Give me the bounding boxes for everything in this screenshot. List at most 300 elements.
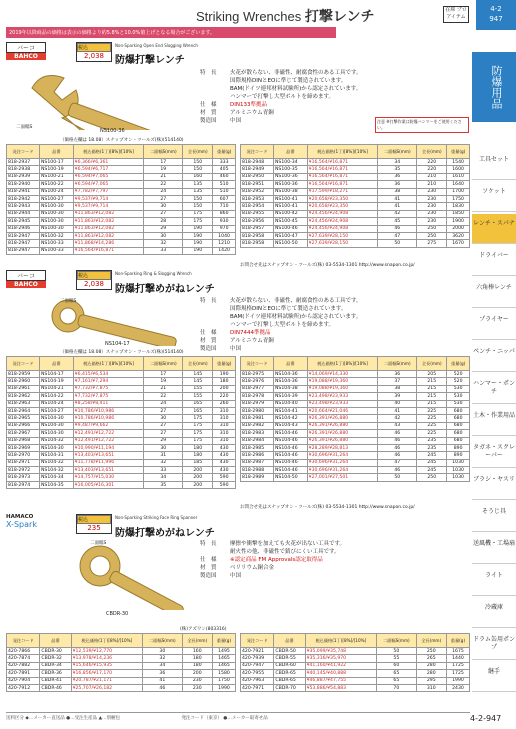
weight-cell: 180 — [213, 378, 236, 385]
s2-price-label: 税込 — [77, 271, 111, 280]
size-cell: 29 — [144, 225, 183, 232]
sidebar-item[interactable]: タガネ・スクレーパー — [472, 438, 516, 468]
weight-cell: 530 — [447, 393, 470, 400]
order-code-cell[interactable]: 818-2947 — [7, 232, 40, 239]
length-cell: 145 — [183, 378, 213, 385]
weight-cell: 680 — [447, 415, 470, 422]
s2-price-box — [76, 270, 112, 290]
order-code-cell[interactable]: 818-2957 — [241, 225, 274, 232]
table-row — [241, 655, 470, 662]
order-code-cell[interactable]: 818-2949 — [241, 166, 274, 173]
column-header: 品番 — [40, 634, 71, 648]
order-code-cell[interactable]: 818-2954 — [241, 203, 274, 210]
table-header-row — [7, 357, 236, 371]
size-cell: 46 — [378, 225, 417, 232]
order-code-cell[interactable]: 818-2938 — [7, 166, 40, 173]
size-cell: 65 — [377, 670, 416, 677]
order-code-cell[interactable]: 420-7921 — [241, 648, 274, 655]
length-cell: 190 — [183, 232, 213, 239]
sidebar-item[interactable]: ペンチ・ニッパ — [472, 342, 516, 372]
table-row — [7, 173, 236, 180]
order-code-cell[interactable]: 818-2983 — [241, 430, 274, 437]
sidebar-item[interactable]: 六角棒レンチ — [472, 278, 516, 308]
length-cell: 185 — [183, 459, 213, 466]
price-cell: ¥27,001/¥27,501 — [307, 474, 378, 481]
column-header: 重量(g) — [212, 634, 235, 648]
part-number-cell: CBDR-34 — [40, 662, 71, 669]
length-cell: 180 — [182, 655, 212, 662]
order-code-cell[interactable]: 818-2975 — [241, 371, 274, 378]
s1-feature: ハンマーで打撃し大型ボルトを締めます。 — [230, 94, 335, 100]
order-code-cell[interactable]: 818-2974 — [7, 481, 40, 488]
size-cell: 70 — [377, 684, 416, 691]
table-row — [7, 655, 236, 662]
column-header: 全長(mm) — [417, 145, 447, 159]
order-code-cell[interactable]: 818-2940 — [7, 181, 40, 188]
size-cell: 32 — [144, 459, 183, 466]
size-cell: 65 — [377, 677, 416, 684]
part-number-cell: NS104-46 — [274, 459, 308, 466]
order-code-cell[interactable]: 420-7971 — [241, 684, 274, 691]
price-cell: ¥19,088/¥19,360 — [307, 385, 378, 392]
column-header: 品番 — [40, 145, 74, 159]
order-code-cell[interactable]: 818-2978 — [241, 393, 274, 400]
length-cell: 225 — [417, 415, 447, 422]
size-cell: 42 — [378, 415, 417, 422]
price-cell: ¥23,498/¥23,933 — [307, 400, 378, 407]
s1-price: 2,038 — [83, 52, 105, 60]
page-number-sub: 947 — [489, 15, 503, 23]
s1-subtitle: Non-Sparking Open End Slogging Wrench — [115, 43, 198, 48]
length-cell: 230 — [417, 210, 447, 217]
order-code-cell[interactable]: 818-2962 — [7, 393, 40, 400]
price-cell: ¥27,639/¥28,150 — [307, 240, 378, 247]
size-cell: 46 — [378, 452, 417, 459]
order-code-cell[interactable]: 818-2943 — [7, 203, 40, 210]
weight-cell: 310 — [213, 437, 236, 444]
part-number-cell: NS104-22 — [40, 393, 74, 400]
size-cell: 47 — [378, 459, 417, 466]
part-number-cell: NS104-36 — [274, 371, 308, 378]
sidebar-item[interactable]: 土木・作業用品 — [472, 406, 516, 436]
sidebar-item[interactable]: プライヤー — [472, 310, 516, 340]
table-row — [7, 452, 236, 459]
sidebar-item[interactable]: そうじ具 — [472, 502, 516, 532]
length-cell: 250 — [416, 648, 446, 655]
s3-spec-material: ベリリウム銅合金 — [230, 565, 274, 571]
part-number-cell: NS100-27 — [40, 195, 74, 202]
order-code-cell[interactable]: 818-2980 — [241, 407, 274, 414]
table-row — [7, 430, 236, 437]
weight-cell: 200 — [213, 385, 236, 392]
size-cell: 35 — [144, 481, 183, 488]
sidebar-item[interactable]: 工具セット — [472, 150, 516, 180]
page-title — [196, 6, 375, 26]
length-cell: 175 — [183, 210, 213, 217]
order-code-cell[interactable]: 818-2956 — [241, 218, 274, 225]
length-cell: 235 — [417, 437, 447, 444]
sidebar-item[interactable]: ソケット — [472, 182, 516, 212]
weight-cell: 1675 — [446, 648, 469, 655]
price-cell: ¥12,491/¥12,722 — [73, 430, 144, 437]
s2-feature: 火花が散らない、非磁性、耐腐食性のある工具です。 — [230, 298, 362, 304]
part-number-cell: NS104-46 — [274, 467, 308, 474]
length-cell: 200 — [183, 481, 213, 488]
column-header: 重量(g) — [447, 145, 470, 159]
length-cell: 155 — [183, 393, 213, 400]
page-number-top: 4-2 — [490, 5, 502, 13]
title-jp: 打撃レンチ — [304, 8, 375, 24]
column-header: 二面幅S(mm) — [378, 357, 417, 371]
price-cell: ¥13,978/¥14,236 — [71, 655, 143, 662]
order-code-cell[interactable]: 818-2987 — [241, 459, 274, 466]
order-code-cell[interactable]: 818-2984 — [241, 437, 274, 444]
part-number-cell: NS100-30 — [40, 203, 74, 210]
table-row — [7, 385, 236, 392]
column-header: 全長(mm) — [416, 634, 446, 648]
size-cell: 36 — [378, 181, 417, 188]
order-code-cell[interactable]: 818-2976 — [241, 378, 274, 385]
s3-wrench-image — [70, 540, 200, 610]
order-code-cell[interactable]: 818-2937 — [7, 159, 40, 166]
order-code-cell[interactable]: 818-2967 — [7, 430, 40, 437]
order-code-cell[interactable]: 818-2963 — [7, 400, 40, 407]
length-cell: 190 — [183, 247, 213, 254]
order-code-cell[interactable]: 818-2950 — [241, 173, 274, 180]
column-header: 税込価格(1丁)[8%]/[10%] — [307, 145, 378, 159]
order-code-cell[interactable]: 818-2977 — [241, 385, 274, 392]
title-en: Striking Wrenches — [196, 9, 302, 24]
price-cell: ¥11,868/¥14,286 — [73, 240, 144, 247]
price-cell: ¥30,696/¥31,264 — [307, 467, 378, 474]
length-cell: 145 — [183, 371, 213, 378]
s2-spec-standard: DIN7444準拠品 — [230, 330, 271, 336]
order-code-cell[interactable]: 818-2970 — [7, 452, 40, 459]
weight-cell: 1210 — [213, 240, 236, 247]
length-cell: 135 — [183, 188, 213, 195]
sidebar-item[interactable]: 冷蔵庫 — [472, 598, 516, 628]
size-cell: 46 — [378, 467, 417, 474]
order-code-cell[interactable]: 818-2989 — [241, 474, 274, 481]
table-row — [7, 481, 236, 488]
s2-brand-name: バーコ — [6, 270, 46, 281]
length-cell: 210 — [417, 173, 447, 180]
s3-feature: 摩擦や衝撃を加えても火花が出ない工具です。 — [230, 541, 346, 547]
table-row — [7, 225, 236, 232]
weight-cell: 1580 — [212, 670, 235, 677]
part-number-cell: NS104-30 — [40, 430, 74, 437]
weight-cell: 310 — [213, 407, 236, 414]
order-code-cell[interactable]: 420-7947 — [241, 662, 274, 669]
order-code-cell[interactable]: 818-2961 — [7, 385, 40, 392]
table-row — [241, 684, 470, 691]
part-number-cell: NS100-19 — [40, 166, 74, 173]
order-code-cell[interactable]: 420-7939 — [241, 655, 274, 662]
order-code-cell[interactable]: 420-7882 — [7, 662, 40, 669]
order-code-cell[interactable]: 818-2959 — [7, 371, 40, 378]
order-code-cell[interactable]: 818-2948 — [241, 159, 274, 166]
order-code-cell[interactable]: 818-2945 — [7, 218, 40, 225]
price-cell: ¥53,886/¥54,883 — [305, 684, 377, 691]
column-header: 全長(mm) — [183, 357, 213, 371]
column-header: 税込価格(1丁)[8%]/[10%] — [307, 357, 378, 371]
s3-subtitle: Non-Sparking Striking Face Ring Spanner — [115, 515, 198, 520]
order-code-cell[interactable]: 818-2986 — [241, 452, 274, 459]
order-code-cell[interactable]: 818-2964 — [7, 407, 40, 414]
column-header: 品番 — [274, 634, 305, 648]
price-cell: ¥41,160/¥41,922 — [305, 662, 377, 669]
price-cell: ¥11,778/¥11,996 — [73, 459, 144, 466]
price-cell: ¥15,646/¥15,935 — [71, 662, 143, 669]
s2-feature: ハンマーで打撃し大型ボルトを締めます。 — [230, 322, 335, 328]
length-cell: 235 — [417, 444, 447, 451]
length-cell: 230 — [417, 195, 447, 202]
length-cell: 215 — [417, 385, 447, 392]
size-cell: 21 — [144, 385, 183, 392]
sidebar-item[interactable]: ハンマー・ポンチ — [472, 374, 516, 404]
order-code-cell[interactable]: 818-2985 — [241, 444, 274, 451]
weight-cell: 860 — [213, 210, 236, 217]
table-row — [241, 218, 470, 225]
price-cell: ¥24,456/¥24,908 — [307, 225, 378, 232]
order-code-cell[interactable]: 818-2958 — [241, 232, 274, 239]
order-code-cell[interactable]: 818-2969 — [7, 444, 40, 451]
size-cell: 39 — [378, 393, 417, 400]
part-number-cell: NS100-33 — [40, 240, 74, 247]
s3-part-label: CBDR-30 — [106, 611, 129, 617]
order-code-cell[interactable]: 818-2941 — [7, 188, 40, 195]
s2-feature: BAM(ドイツ連邦材料試験所)から認定されています。 — [230, 314, 362, 320]
weight-cell: 1990 — [446, 677, 469, 684]
size-cell: 36 — [378, 173, 417, 180]
s3-brand-name: HAMACO — [6, 514, 34, 520]
length-cell: 150 — [183, 195, 213, 202]
order-code-cell[interactable]: 420-7963 — [241, 677, 274, 684]
order-code-cell[interactable]: 818-2955 — [241, 210, 274, 217]
table-row — [7, 240, 236, 247]
footer — [6, 712, 470, 721]
s2-spec-material: アルミニウム青銅 — [230, 338, 274, 344]
weight-cell: 530 — [447, 385, 470, 392]
table-header-row — [7, 634, 236, 648]
table-row — [7, 400, 236, 407]
length-cell: 250 — [417, 474, 447, 481]
column-header: 全長(mm) — [183, 145, 213, 159]
table-row — [241, 188, 470, 195]
length-cell: 230 — [417, 218, 447, 225]
price-cell: ¥12,539/¥12,770 — [71, 648, 143, 655]
price-cell: ¥35,316/¥35,970 — [305, 655, 377, 662]
s1-spec-key: 仕 様 — [200, 102, 217, 108]
table-row — [241, 385, 470, 392]
s3-hint: (株)アズワン(803316) — [180, 627, 227, 632]
length-cell: 245 — [417, 467, 447, 474]
table-header-row — [241, 634, 470, 648]
table-row — [241, 393, 470, 400]
length-cell: 175 — [183, 415, 213, 422]
size-cell: 17 — [144, 371, 183, 378]
part-number-cell: NS104-41 — [274, 407, 308, 414]
order-code-cell[interactable]: 818-2988 — [241, 467, 274, 474]
part-number-cell: NS104-32 — [40, 467, 74, 474]
s3-spec-origin: 中国 — [230, 573, 242, 579]
order-code-cell[interactable]: 420-7866 — [7, 648, 40, 655]
order-code-cell[interactable]: 818-2952 — [241, 188, 274, 195]
order-code-cell[interactable]: 818-2960 — [7, 378, 40, 385]
sidebar-item[interactable]: ドライバー — [472, 246, 516, 276]
order-code-cell[interactable]: 818-2966 — [7, 422, 40, 429]
order-code-cell[interactable]: 420-7891 — [7, 670, 40, 677]
price-cell: ¥14,757/¥15,030 — [73, 474, 144, 481]
table-row — [241, 159, 470, 166]
part-number-cell: NS104-31 — [40, 452, 74, 459]
s3-spec-key: 製造国 — [200, 573, 217, 579]
length-cell: 245 — [417, 452, 447, 459]
length-cell: 225 — [417, 430, 447, 437]
column-header: 重量(g) — [213, 357, 236, 371]
price-cell: ¥26,391/¥26,880 — [307, 415, 378, 422]
size-cell: 50 — [378, 474, 417, 481]
column-header: 発注コード — [7, 145, 40, 159]
table-row — [7, 670, 236, 677]
weight-cell: 1465 — [212, 655, 235, 662]
table-row — [7, 677, 236, 684]
s3-brand-block — [6, 514, 56, 536]
length-cell: 295 — [416, 677, 446, 684]
order-code-cell[interactable]: 818-2979 — [241, 400, 274, 407]
order-code-cell[interactable]: 818-2968 — [7, 437, 40, 444]
part-number-cell: CBDR-65 — [274, 677, 305, 684]
s3-callout: 二面幅S — [90, 541, 107, 546]
part-number-cell: NS100-32 — [40, 232, 74, 239]
weight-cell: 680 — [447, 430, 470, 437]
table-row — [241, 437, 470, 444]
price-cell: ¥23,498/¥23,933 — [307, 393, 378, 400]
table-row — [7, 459, 236, 466]
s3-table-left — [6, 633, 236, 692]
s1-feature: BAM(ドイツ連邦材料試験所)から認定されています。 — [230, 86, 362, 92]
s2-subtitle: Non-Sparking Ring & Slogging Wrench — [115, 271, 192, 276]
price-cell: ¥14,069/¥14,330 — [307, 371, 378, 378]
s3-spec-key: 特 長 — [200, 541, 217, 547]
s1-contact: お問合せ先はスナップオン・ツールズ(株) 03-5534-1301 http://www.snapon.co.jp/ — [240, 263, 415, 268]
sidebar-item[interactable]: ドラム缶用ポンプ — [472, 630, 516, 660]
s1-price-label: 税込 — [77, 43, 111, 52]
order-code-cell[interactable]: 818-2946 — [7, 225, 40, 232]
price-cell: ¥30,696/¥31,264 — [307, 452, 378, 459]
price-cell: ¥20,658/¥23,350 — [307, 203, 378, 210]
length-cell: 245 — [417, 459, 447, 466]
length-cell: 175 — [183, 430, 213, 437]
length-cell: 230 — [417, 203, 447, 210]
price-cell: ¥11,863/¥12,082 — [73, 225, 144, 232]
part-number-cell: CBDR-46 — [40, 684, 71, 691]
weight-cell: 1465 — [212, 662, 235, 669]
order-code-cell[interactable]: 818-2942 — [7, 195, 40, 202]
order-code-cell[interactable]: 818-2972 — [7, 467, 40, 474]
sidebar-item[interactable]: ブラシ・ヤスリ — [472, 470, 516, 500]
sidebar-item[interactable]: ライト — [472, 566, 516, 596]
table-header-row — [7, 145, 236, 159]
order-code-cell[interactable]: 818-2965 — [7, 415, 40, 422]
part-number-cell: NS104-39 — [274, 393, 308, 400]
table-row — [7, 437, 236, 444]
price-cell: ¥11,863/¥12,082 — [73, 210, 144, 217]
sidebar-item[interactable]: 送風機・工場扇 — [472, 534, 516, 564]
order-code-cell[interactable]: 818-2982 — [241, 422, 274, 429]
column-header: 品番 — [40, 357, 74, 371]
table-row — [241, 195, 470, 202]
price-cell: ¥30,696/¥31,264 — [307, 459, 378, 466]
size-cell: 19 — [144, 166, 183, 173]
size-cell: 55 — [377, 655, 416, 662]
price-cell: ¥13,403/¥13,651 — [73, 467, 144, 474]
weight-cell: 520 — [447, 371, 470, 378]
order-code-cell[interactable]: 818-2951 — [241, 181, 274, 188]
price-cell: ¥16,564/¥16,871 — [307, 181, 378, 188]
weight-cell: 1750 — [212, 677, 235, 684]
order-code-cell[interactable]: 420-7955 — [241, 670, 274, 677]
part-number-cell: NS100-17 — [40, 159, 74, 166]
order-code-cell[interactable]: 420-7912 — [7, 684, 40, 691]
part-number-cell: NS100-36 — [274, 181, 308, 188]
price-cell: ¥8,258/¥8,411 — [73, 400, 144, 407]
size-cell: 38 — [378, 385, 417, 392]
size-cell: 30 — [144, 232, 183, 239]
weight-cell: 930 — [213, 218, 236, 225]
weight-cell: 590 — [213, 481, 236, 488]
order-code-cell[interactable]: 818-2971 — [7, 459, 40, 466]
part-number-cell: CBDR-30 — [40, 648, 71, 655]
s2-brand-block — [6, 270, 46, 290]
s2-feature: 国際規格DINとEOに準じて製造されています。 — [230, 306, 347, 312]
part-number-cell: NS100-30 — [40, 210, 74, 217]
price-cell: ¥19,088/¥19,360 — [307, 378, 378, 385]
order-code-cell[interactable]: 818-2944 — [7, 210, 40, 217]
s1-part-label: NS100-36 — [100, 128, 125, 134]
part-number-cell: NS100-22 — [40, 181, 74, 188]
order-code-cell[interactable]: 818-2947 — [7, 240, 40, 247]
length-cell: 160 — [182, 648, 212, 655]
order-code-cell[interactable]: 818-2953 — [241, 195, 274, 202]
size-cell: 34 — [144, 474, 183, 481]
table-row — [7, 218, 236, 225]
s2-spec-values — [230, 297, 470, 353]
order-code-cell[interactable]: 818-2939 — [7, 173, 40, 180]
weight-cell: 220 — [213, 393, 236, 400]
size-cell: 41 — [143, 677, 182, 684]
part-number-cell: NS104-42 — [274, 415, 308, 422]
sidebar-item[interactable]: レンチ・スパナ — [472, 214, 516, 244]
order-code-cell[interactable]: 818-2973 — [7, 474, 40, 481]
order-code-cell[interactable]: 420-7904 — [7, 677, 40, 684]
order-code-cell[interactable]: 818-2947 — [7, 247, 40, 254]
s2-hint: （価格左欄は 18.08）スナップオン・ツールズ(株)(514140) — [60, 350, 184, 355]
weight-cell: 1040 — [213, 232, 236, 239]
table-row — [7, 166, 236, 173]
part-number-cell: NS100-30 — [40, 225, 74, 232]
length-cell: 230 — [182, 684, 212, 691]
order-code-cell[interactable]: 818-2958 — [241, 240, 274, 247]
length-cell: 265 — [416, 655, 446, 662]
table-row — [241, 662, 470, 669]
order-code-cell[interactable]: 420-7874 — [7, 655, 40, 662]
sidebar-item[interactable]: 継手 — [472, 662, 516, 692]
weight-cell: 890 — [447, 452, 470, 459]
price-cell: ¥16,564/¥16,871 — [307, 166, 378, 173]
order-code-cell[interactable]: 818-2981 — [241, 415, 274, 422]
weight-cell: 190 — [213, 371, 236, 378]
